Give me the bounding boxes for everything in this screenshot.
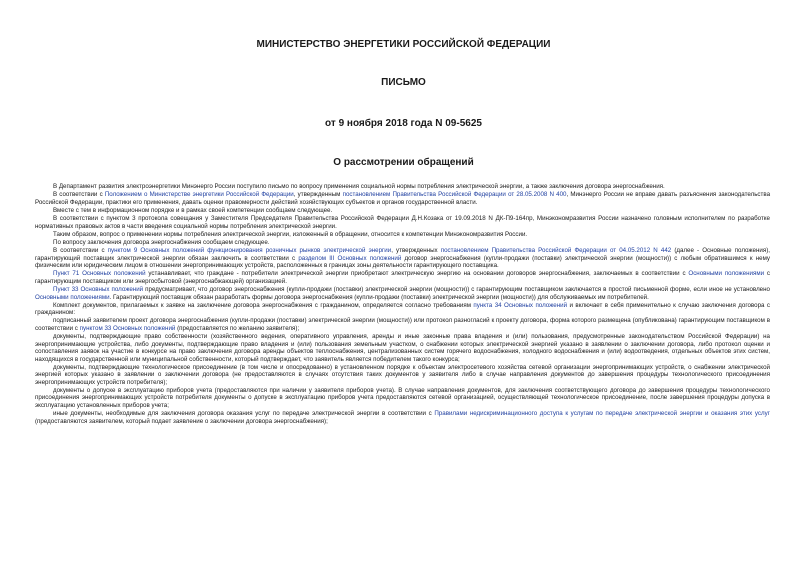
paragraph-text: и включает в себя применительно к случаю заключения договора с гражданином: [35,301,770,317]
paragraph [35,317,770,332]
paragraph-text: , Минэнерго России не вправе давать разъяснения законодательства Российской Федерации, практики его применения, давать оценки правомерности действий хозяйствующих субъектов и органов государственной власти. [35,191,771,206]
paragraph [35,239,770,247]
ministry-heading: МИНИСТЕРСТВО ЭНЕРГЕТИКИ РОССИЙСКОЙ ФЕДЕРАЦИИ [256,39,551,50]
paragraph-text: устанавливает, что граждане - потребители электрической энергии приобретают электрическую энергию на основании договоров энергоснабжения, заключаемых в соответствии с [145,270,689,278]
paragraph-text: предусматривает, что договор энергоснабжения (купли-продажи (поставки) электрической энергии (мощности)) с гарантирующим поставщиком заключается в простой письменной форме, если иное не установлено [143,286,770,293]
paragraph [35,286,770,301]
paragraph-text: подписанный заявителем проект договора энергоснабжения (купли-продажи (поставки) электрической энергии (мощности)) или протокол разногласий к проекту договора, форма которого размещена (опубликована) гарантирующим поставщиком в соответствии с [35,317,770,332]
paragraph-text: иные документы, необходимые для заключения договора оказания услуг по передаче электрической энергии в соответствии с [53,410,435,418]
document-body [35,183,770,426]
link-basic-provisions[interactable]: Основными положениями [35,293,110,301]
paragraph [35,215,770,230]
paragraph [35,231,770,239]
document-date-number: от 9 ноября 2018 года N 09-5625 [325,118,482,129]
paragraph [35,207,770,215]
paragraph [35,270,770,285]
paragraph-text: документы, подтверждающие технологическое присоединение (в том числе и опосредованно) в установленном порядке к объектам электросетевого хозяйства сетевой организации энергопринимающих устройств, о снабжении электрической энергией которых указано в заявлении о заключении договора (не предоставляются в случаях отсутствия таких документов у заявителя либо в случае направления документов до завершения процедуры технологического присоединения энергопринимающих устройств потребителя); [35,363,770,386]
link-resolution-442[interactable]: постановлением Правительства Российской Федерации от 04.05.2012 N 442 [440,247,672,255]
paragraph-text: В соответствии с пунктом 3 протокола совещания у Заместителя Председателя Правительства Российской Федерации Д.Н.Козака от 19.09.2018 N ДК-П9-164пр, Минэкономразвития России назначено головным исполнителем по разработке нормативных правовых актов в части введения социальной нормы потребления электрической энергии. [35,215,770,230]
paragraph-text: , утвержденным [293,191,343,199]
link-point-33[interactable]: Пункт 33 Основных положений [53,286,144,293]
paragraph-text: . Гарантирующий поставщик обязан разработать формы договора энергоснабжения (купли-продажи (поставки) электрической энергии (мощности)) для обслуживаемых им потребителей. [109,293,649,301]
paragraph [35,333,770,363]
paragraph-text: документы, подтверждающие право собственности (хозяйственного ведения, оперативного управления, аренды и иные законные права владения и (или) пользования, предусмотренные законодательством Российской Федерации) на энергопринимающие устройства, либо документы, подтверждающие право владения и (или) пользования земельным участком, о снабжении которых электрической энергией указано в заявлении о заключении договора, либо протокол оценки и сопоставления заявок на участие в конкурсе на право заключения договора аренды объектов теплоснабжения, централизованных систем горячего водоснабжения, холодного водоснабжения и (или) водоотведения, отдельных объектов этих систем, находящихся в государственной или муниципальной собственности, который подтверждает, что заявитель является победителем такого конкурса; [35,333,770,363]
paragraph-text: , утвержденных [391,247,441,255]
paragraph-text: В соответствии с [53,247,108,255]
paragraph-text: По вопросу заключения договора энергоснабжения сообщаем следующее. [53,238,270,246]
link-point-71[interactable]: Пункт 71 Основных положений [53,270,146,278]
paragraph [35,364,770,387]
paragraph [35,387,770,410]
document-subject: О рассмотрении обращений [333,157,474,168]
document-type: ПИСЬМО [381,77,426,88]
paragraph-text: Таким образом, вопрос о применении нормы потребления электрической энергии, изложенный в обращении, относится к компетенции Минэкономразвития России. [53,230,528,238]
paragraph [35,183,770,191]
paragraph-text: (предоставляется по желанию заявителя); [175,324,300,332]
link-point-34[interactable]: пункта 34 Основных положений [473,301,568,309]
paragraph-text: Комплект документов, прилагаемых к заявке на заключение договора энергоснабжения с гражданином, определяется согласно требованиям [53,301,474,309]
paragraph [35,410,770,425]
paragraph-text: документы о допуске в эксплуатацию приборов учета (предоставляются при наличии у заявителя приборов учета). В случае направления документов, для заключения соответствующего договора до завершения процедуры технологического присоединения энергопринимающих устройств потребителя документы о допуске в эксплуатацию приборов учета предоставляются сетевой организацией, осуществляющей технологическое присоединение, после завершения процедуры допуска в эксплуатацию установленных приборов учета; [35,386,770,409]
paragraph-text: договор энергоснабжения (купли-продажи (поставки) электрической энергии (мощности)) с любым обратившимся к нему физическим или юридическим лицом в отношении энергопринимающих устройств, расположенных в границах зоны деятельности гарантирующего поставщика. [35,254,770,270]
paragraph [35,302,770,317]
paragraph-text: В соответствии с [53,191,105,199]
link-basic-provisions[interactable]: Основными положениями [688,270,765,278]
link-regulation-ministry[interactable]: Положением о Министерстве энергетики Российской Федерации [104,191,294,199]
paragraph-text: с гарантирующим поставщиком или энергосбытовой (энергоснабжающей) организацией. [35,270,770,285]
link-resolution-400[interactable]: постановлением Правительства Российской Федерации от 28.05.2008 N 400 [342,191,567,199]
link-point-9[interactable]: пунктом 9 Основных положений функционирования розничных рынков электрической энергии [107,247,392,255]
paragraph [35,191,770,206]
link-access-rules[interactable]: Правилами недискриминационного доступа к услугам по передаче электрической энергии и оказания этих услуг [434,410,770,418]
paragraph-text: Вместе с тем в информационном порядке и в рамках своей компетенции сообщаем следующее. [53,206,333,214]
paragraph-text: (предоставляются заявителем, который подает заявление о заключении договора энергоснабжения); [35,417,328,425]
paragraph-text: В Департамент развития электроэнергетики Минэнерго России поступило письмо по вопросу применения социальной нормы потребления электрической энергии, а также заключения договора энергоснабжения. [53,183,665,190]
paragraph [35,247,770,270]
link-point-33[interactable]: пунктом 33 Основных положений [79,324,176,332]
link-section-3[interactable]: разделом III Основных положений [298,254,402,262]
paragraph-text: (далее - Основные положения), гарантирующий поставщик электрической энергии обязан заключить в соответствии с [35,247,770,262]
